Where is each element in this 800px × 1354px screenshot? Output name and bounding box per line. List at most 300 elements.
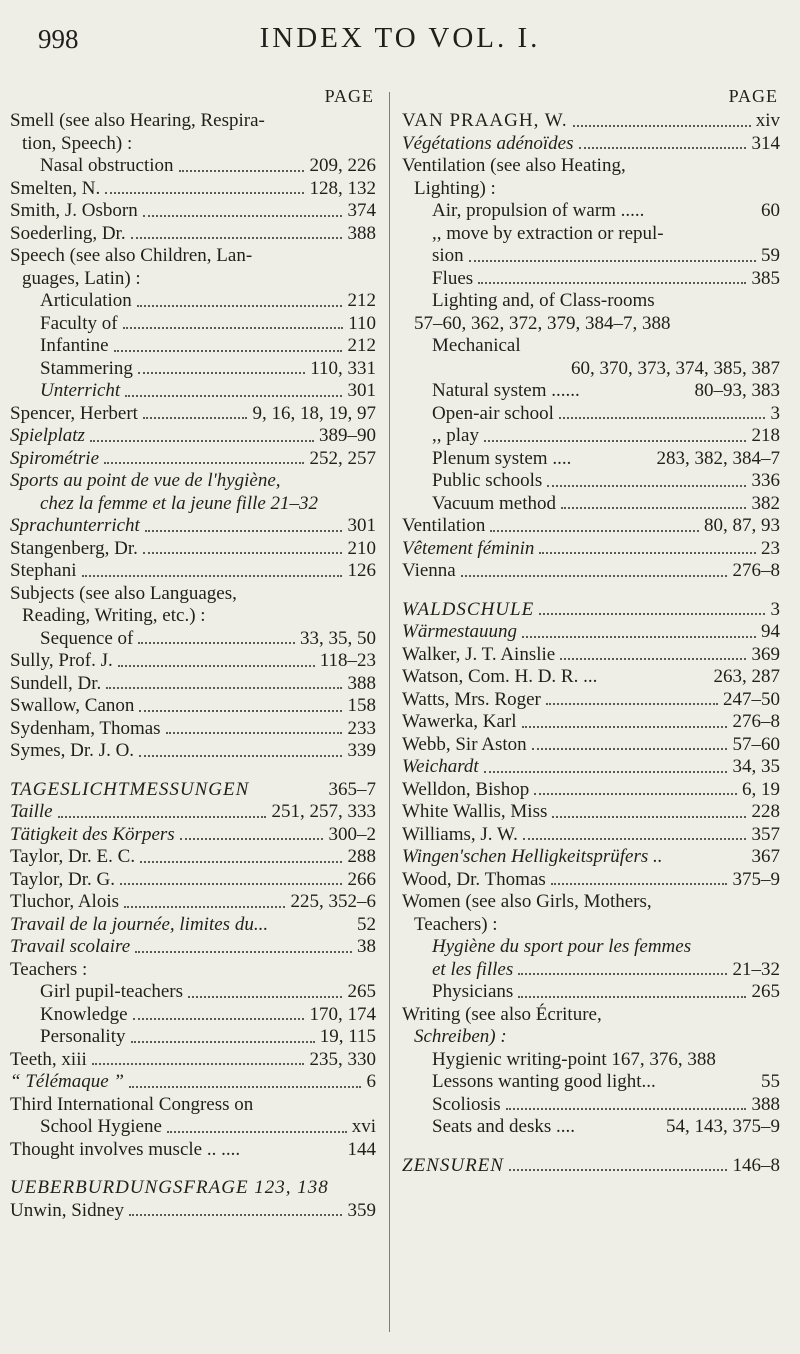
index-entry xyxy=(402,268,784,291)
entry-page-ref: 359 xyxy=(345,1200,377,1223)
dot-leader xyxy=(509,1169,727,1171)
entry-term: Seats and desks .... xyxy=(432,1116,576,1137)
entry-term: Swallow, Canon xyxy=(10,695,135,716)
dot-leader xyxy=(92,1063,304,1065)
entry-term: Spencer, Herbert xyxy=(10,402,138,424)
entry-page-ref: 218 xyxy=(749,425,781,448)
entry-term: Schreiben) : xyxy=(414,1026,507,1047)
dot-leader xyxy=(522,636,756,638)
entry-page-ref: 128, 132 xyxy=(307,178,377,201)
entry-page-ref: 170, 174 xyxy=(307,1004,377,1027)
index-entry xyxy=(402,560,784,583)
index-entry xyxy=(10,268,380,291)
entry-page-ref: 336 xyxy=(749,470,781,493)
entry-term: tion, Speech) : xyxy=(22,132,133,154)
index-entry xyxy=(402,981,784,1004)
dot-leader xyxy=(90,440,314,442)
index-entry xyxy=(402,1004,784,1027)
entry-term: Watson, Com. H. D. R. ... xyxy=(402,666,598,687)
entry-page-ref: 385 xyxy=(749,268,781,291)
entry-term: Weichardt xyxy=(402,756,479,777)
entry-term: “ Télémaque ” xyxy=(10,1071,124,1092)
dot-leader xyxy=(139,755,342,757)
index-entry xyxy=(10,801,380,824)
entry-term: ,, play xyxy=(432,425,479,446)
entry-term: guages, Latin) : xyxy=(22,267,141,289)
index-entry xyxy=(10,846,380,869)
index-entry xyxy=(10,1200,380,1223)
entry-term: Sydenham, Thomas xyxy=(10,717,161,739)
index-entry xyxy=(402,891,784,914)
index-entry xyxy=(10,628,380,651)
index-entry xyxy=(10,178,380,201)
entry-term: Walker, J. T. Ainslie xyxy=(402,643,556,665)
index-entry xyxy=(402,1049,784,1072)
entry-term: chez la femme et la jeune fille 21–32 xyxy=(40,492,319,514)
index-entry xyxy=(402,380,784,403)
entry-term: Plenum system .... xyxy=(432,447,572,469)
entry-page-ref: 228 xyxy=(749,801,781,824)
entry-term: ZENSUREN xyxy=(402,1154,504,1176)
index-entry xyxy=(10,1094,380,1117)
entry-page-ref: 301 xyxy=(345,515,377,538)
index-entry xyxy=(10,673,380,696)
entry-term: et les filles xyxy=(432,958,514,980)
entry-page-ref: 212 xyxy=(345,290,377,313)
dot-leader xyxy=(469,260,756,262)
section-gap xyxy=(402,583,784,599)
entry-term: Teachers : xyxy=(10,958,88,980)
entry-term: Unwin, Sidney xyxy=(10,1199,124,1221)
entry-page-ref: 23 xyxy=(758,538,780,561)
dot-leader xyxy=(138,642,295,644)
index-entry xyxy=(402,711,784,734)
entry-page-ref: 80–93, 383 xyxy=(692,380,781,403)
index-entry xyxy=(10,936,380,959)
entry-page-ref: 19, 115 xyxy=(317,1026,376,1049)
entry-page-ref: 33, 35, 50 xyxy=(297,628,376,651)
index-entry xyxy=(402,824,784,847)
entry-page-ref: 60 xyxy=(758,200,780,223)
entry-term: Unterricht xyxy=(40,380,121,401)
section-gap xyxy=(402,1139,784,1155)
dot-leader xyxy=(523,838,746,840)
index-entry xyxy=(402,914,784,937)
entry-term: Hygiène du sport pour les femmes xyxy=(432,936,692,957)
dot-leader xyxy=(131,237,342,239)
entry-term: Wawerka, Karl xyxy=(402,711,517,732)
index-entry xyxy=(10,1004,380,1027)
entry-term: Wood, Dr. Thomas xyxy=(402,868,546,890)
dot-leader xyxy=(143,552,342,554)
index-entry xyxy=(402,1071,784,1094)
dot-leader xyxy=(138,372,305,374)
entry-term: Mechanical xyxy=(432,335,521,356)
entry-term: Vêtement féminin xyxy=(402,537,535,559)
index-entry xyxy=(402,290,784,313)
entry-page-ref: 300–2 xyxy=(326,824,377,847)
entry-page-ref: 276–8 xyxy=(730,711,781,734)
dot-leader xyxy=(461,575,727,577)
entry-term: Wärmestauung xyxy=(402,621,518,642)
entry-term: Wingen'schen Helligkeitsprüfers .. xyxy=(402,846,663,867)
entry-page-ref: 3 xyxy=(768,403,781,426)
entry-page-ref: 388 xyxy=(345,223,377,246)
index-entry xyxy=(10,515,380,538)
dot-leader xyxy=(82,575,342,577)
dot-leader xyxy=(560,658,746,660)
index-entry xyxy=(402,110,784,133)
dot-leader xyxy=(518,973,727,975)
index-entry xyxy=(10,869,380,892)
index-entry xyxy=(10,959,380,982)
entry-term: Nasal obstruction xyxy=(40,155,174,176)
entry-term: Soederling, Dr. xyxy=(10,222,126,244)
index-entry xyxy=(10,914,380,937)
dot-leader xyxy=(518,996,746,998)
dot-leader xyxy=(522,726,727,728)
dot-leader xyxy=(133,1018,304,1020)
index-entry xyxy=(402,846,784,869)
entry-page-ref: 251, 257, 333 xyxy=(269,801,377,824)
index-entry xyxy=(402,1026,784,1049)
dot-leader xyxy=(139,710,342,712)
index-entry xyxy=(10,583,380,606)
index-entry xyxy=(402,666,784,689)
index-entry xyxy=(10,245,380,268)
dot-leader xyxy=(104,462,304,464)
entry-page-ref: xiv xyxy=(753,110,780,133)
entry-term: Végétations adénoïdes xyxy=(402,132,574,154)
entry-page-ref: 158 xyxy=(345,695,377,718)
entry-term: Women (see also Girls, Mothers, xyxy=(402,891,652,912)
section-gap xyxy=(10,1161,380,1177)
dot-leader xyxy=(547,485,746,487)
index-entry xyxy=(402,313,784,336)
entry-term: Reading, Writing, etc.) : xyxy=(22,605,206,626)
index-entry xyxy=(10,650,380,673)
dot-leader xyxy=(478,282,746,284)
index-entry xyxy=(10,981,380,1004)
entry-term: Thought involves muscle .. .... xyxy=(10,1138,241,1160)
entry-term: Scoliosis xyxy=(432,1093,501,1115)
index-entry xyxy=(402,689,784,712)
dot-leader xyxy=(135,951,352,953)
entry-page-ref: 110, 331 xyxy=(307,358,376,381)
entry-page-ref: 21–32 xyxy=(730,959,781,982)
entry-page-ref: 212 xyxy=(345,335,377,358)
dot-leader xyxy=(143,417,247,419)
entry-page-ref: 382 xyxy=(749,493,781,516)
entry-term: sion xyxy=(432,245,464,266)
index-entry xyxy=(10,824,380,847)
entry-page-ref: 55 xyxy=(758,1071,780,1094)
entry-term: Stephani xyxy=(10,560,77,581)
entry-page-ref: 6, 19 xyxy=(739,779,780,802)
dot-leader xyxy=(539,613,765,615)
index-entry xyxy=(10,448,380,471)
entry-term: VAN PRAAGH, W. xyxy=(402,110,568,131)
index-entry xyxy=(402,1094,784,1117)
entry-term: Spielplatz xyxy=(10,425,85,446)
index-entry xyxy=(402,155,784,178)
index-entry xyxy=(402,403,784,426)
index-entry xyxy=(10,740,380,763)
dot-leader xyxy=(129,1086,361,1088)
entry-term: Smith, J. Osborn xyxy=(10,200,138,221)
index-entry xyxy=(10,1071,380,1094)
dot-leader xyxy=(180,838,323,840)
entry-page-ref: 110 xyxy=(345,313,376,336)
section-gap xyxy=(10,763,380,779)
entry-page-ref: 9, 16, 18, 19, 97 xyxy=(250,403,377,426)
entry-term: Personality xyxy=(40,1026,126,1047)
index-entry xyxy=(10,335,380,358)
dot-leader xyxy=(58,816,266,818)
entry-page-ref: 94 xyxy=(758,621,780,644)
page-label: PAGE xyxy=(728,86,778,106)
entry-term: Smell (see also Hearing, Respira- xyxy=(10,110,265,131)
index-entry xyxy=(402,621,784,644)
entry-term: 60, 370, 373, 374, 385, 387 xyxy=(571,357,780,379)
dot-leader xyxy=(118,665,315,667)
entry-page-ref: 54, 143, 375–9 xyxy=(663,1116,780,1139)
dot-leader xyxy=(539,552,756,554)
entry-page-ref: 80, 87, 93 xyxy=(701,515,780,538)
index-entry xyxy=(402,515,784,538)
entry-page-ref: 263, 287 xyxy=(711,666,781,689)
index-entry xyxy=(10,560,380,583)
entry-page-ref: 388 xyxy=(345,673,377,696)
entry-term: Sequence of xyxy=(40,627,134,649)
index-column-right xyxy=(402,86,784,1177)
entry-page-ref: 288 xyxy=(345,846,377,869)
index-entry xyxy=(402,644,784,667)
dot-leader xyxy=(131,1041,315,1043)
entry-term: Sully, Prof. J. xyxy=(10,650,113,671)
entry-page-ref: 57–60 xyxy=(730,734,781,757)
entry-term: Writing (see also Écriture, xyxy=(402,1003,602,1025)
entry-term: Ventilation (see also Heating, xyxy=(402,155,626,176)
entry-term: 57–60, 362, 372, 379, 384–7, 388 xyxy=(414,312,671,334)
entry-term: Spirométrie xyxy=(10,447,100,469)
entry-term: Taille xyxy=(10,801,53,822)
entry-page-ref: 369 xyxy=(749,644,781,667)
entry-page-ref: 266 xyxy=(345,869,377,892)
dot-leader xyxy=(124,906,285,908)
entry-term: Infantine xyxy=(40,335,109,356)
entry-term: Travail de la journée, limites du... xyxy=(10,913,269,935)
entry-page-ref: 52 xyxy=(354,914,376,937)
entry-page-ref: 144 xyxy=(345,1139,377,1162)
entry-term: White Wallis, Miss xyxy=(402,801,548,822)
entry-page-ref: 357 xyxy=(749,824,781,847)
dot-leader xyxy=(129,1214,342,1216)
page-label: PAGE xyxy=(324,86,374,106)
entry-term: Girl pupil-teachers xyxy=(40,981,183,1002)
entry-term: Teeth, xiii xyxy=(10,1048,87,1070)
index-entry xyxy=(10,493,380,516)
index-entry xyxy=(10,313,380,336)
column-divider xyxy=(389,92,390,1332)
dot-leader xyxy=(534,793,737,795)
entry-page-ref: 375–9 xyxy=(730,869,781,892)
dot-leader xyxy=(573,125,751,127)
entry-page-ref: 247–50 xyxy=(720,689,780,712)
index-entry xyxy=(10,538,380,561)
entry-term: WALDSCHULE xyxy=(402,598,535,620)
dot-leader xyxy=(137,305,342,307)
dot-leader xyxy=(579,147,746,149)
entry-term: Vacuum method xyxy=(432,492,557,514)
running-head: INDEX TO VOL. I. xyxy=(259,22,541,54)
entry-term: ,, move by extraction or repul- xyxy=(432,222,664,244)
index-entry xyxy=(10,223,380,246)
index-entry xyxy=(402,756,784,779)
entry-page-ref: 146–8 xyxy=(730,1155,781,1178)
entry-page-ref: 235, 330 xyxy=(307,1049,377,1072)
entry-page-ref: 126 xyxy=(345,560,377,583)
dot-leader xyxy=(114,350,342,352)
entry-term: Tluchor, Alois xyxy=(10,891,120,912)
entry-term: Welldon, Bishop xyxy=(402,778,530,800)
index-entry xyxy=(402,448,784,471)
entry-page-ref: 209, 226 xyxy=(307,155,377,178)
entry-term: Knowledge xyxy=(40,1003,128,1025)
dot-leader xyxy=(188,996,342,998)
entry-term: Speech (see also Children, Lan- xyxy=(10,245,253,266)
index-entry xyxy=(10,695,380,718)
dot-leader xyxy=(506,1108,746,1110)
index-entry xyxy=(402,599,784,622)
entry-page-ref: 365–7 xyxy=(326,779,377,802)
index-entry xyxy=(10,1116,380,1139)
entry-term: Open-air school xyxy=(432,402,554,424)
index-entry xyxy=(10,110,380,133)
dot-leader xyxy=(559,417,765,419)
index-entry xyxy=(10,718,380,741)
index-entry xyxy=(402,734,784,757)
entry-term: Smelten, N. xyxy=(10,177,101,199)
entry-term: Lighting and, of Class-rooms xyxy=(432,290,655,311)
entry-term: Watts, Mrs. Roger xyxy=(402,688,541,710)
index-entry xyxy=(10,605,380,628)
index-entry xyxy=(10,290,380,313)
entry-page-ref: 339 xyxy=(345,740,377,763)
dot-leader xyxy=(167,1131,347,1133)
index-entry xyxy=(402,245,784,268)
index-entry xyxy=(402,178,784,201)
dot-leader xyxy=(179,170,304,172)
index-entry xyxy=(402,493,784,516)
dot-leader xyxy=(552,816,746,818)
index-entry xyxy=(10,1177,380,1200)
entry-term: Sports au point de vue de l'hygiène, xyxy=(10,470,281,491)
entry-page-ref: xvi xyxy=(349,1116,376,1139)
dot-leader xyxy=(105,192,304,194)
entry-page-ref: 233 xyxy=(345,718,377,741)
entry-term: School Hygiene xyxy=(40,1116,162,1137)
dot-leader xyxy=(532,748,727,750)
dot-leader xyxy=(551,883,727,885)
entry-term: Stangenberg, Dr. xyxy=(10,537,138,559)
dot-leader xyxy=(123,327,343,329)
dot-leader xyxy=(143,215,342,217)
entry-term: Teachers) : xyxy=(414,913,498,935)
entry-term: Williams, J. W. xyxy=(402,823,518,845)
index-entry xyxy=(10,891,380,914)
index-entry xyxy=(402,1116,784,1139)
entry-page-ref: 6 xyxy=(364,1071,377,1094)
entry-page-ref: 210 xyxy=(345,538,377,561)
entry-page-ref: 38 xyxy=(354,936,376,959)
index-column-left xyxy=(10,86,380,1222)
entry-term: Subjects (see also Languages, xyxy=(10,582,237,604)
index-entry xyxy=(10,1139,380,1162)
entry-page-ref: 276–8 xyxy=(730,560,781,583)
index-entry xyxy=(10,358,380,381)
index-entry xyxy=(402,1155,784,1178)
index-entry xyxy=(402,869,784,892)
index-entry xyxy=(10,1026,380,1049)
entry-term: Sundell, Dr. xyxy=(10,672,102,694)
dot-leader xyxy=(140,861,342,863)
index-entry xyxy=(402,801,784,824)
dot-leader xyxy=(490,530,699,532)
entry-term: Lessons wanting good light... xyxy=(432,1071,656,1092)
entry-page-ref: 374 xyxy=(345,200,377,223)
dot-leader xyxy=(546,703,718,705)
entry-term: Taylor, Dr. G. xyxy=(10,868,116,890)
index-entry xyxy=(10,470,380,493)
entry-term: Vienna xyxy=(402,560,456,581)
entry-term: Lighting) : xyxy=(414,177,496,199)
index-entry xyxy=(402,200,784,223)
index-entry xyxy=(402,335,784,358)
index-entry xyxy=(10,380,380,403)
entry-term: Air, propulsion of warm ..... xyxy=(432,200,645,221)
entry-term: Third International Congress on xyxy=(10,1093,254,1115)
index-entry xyxy=(10,200,380,223)
index-entry xyxy=(402,223,784,246)
index-entry xyxy=(402,779,784,802)
entry-page-ref: 34, 35 xyxy=(730,756,781,779)
index-entry xyxy=(10,133,380,156)
entry-term: Sprachunterricht xyxy=(10,515,140,536)
dot-leader xyxy=(561,507,746,509)
entry-page-ref: 388 xyxy=(749,1094,781,1117)
entry-term: Faculty of xyxy=(40,312,118,334)
entry-page-ref: 367 xyxy=(749,846,781,869)
entry-page-ref: 225, 352–6 xyxy=(288,891,377,914)
entry-page-ref: 314 xyxy=(749,133,781,156)
entry-page-ref: 283, 382, 384–7 xyxy=(654,448,781,471)
dot-leader xyxy=(125,395,342,397)
entry-term: Public schools xyxy=(432,470,543,491)
index-entry xyxy=(402,959,784,982)
index-entry xyxy=(402,358,784,381)
entry-term: Ventilation xyxy=(402,515,486,536)
dot-leader xyxy=(166,732,342,734)
entry-page-ref: 389–90 xyxy=(316,425,376,448)
entry-term: Stammering xyxy=(40,357,133,379)
entry-term: Natural system ...... xyxy=(432,380,580,401)
entry-term: Flues xyxy=(432,267,474,289)
entry-term: Webb, Sir Aston xyxy=(402,733,527,755)
index-entry xyxy=(10,403,380,426)
entry-page-ref: 118–23 xyxy=(317,650,376,673)
entry-term: UEBERBURDUNGSFRAGE 123, 138 xyxy=(10,1177,329,1198)
